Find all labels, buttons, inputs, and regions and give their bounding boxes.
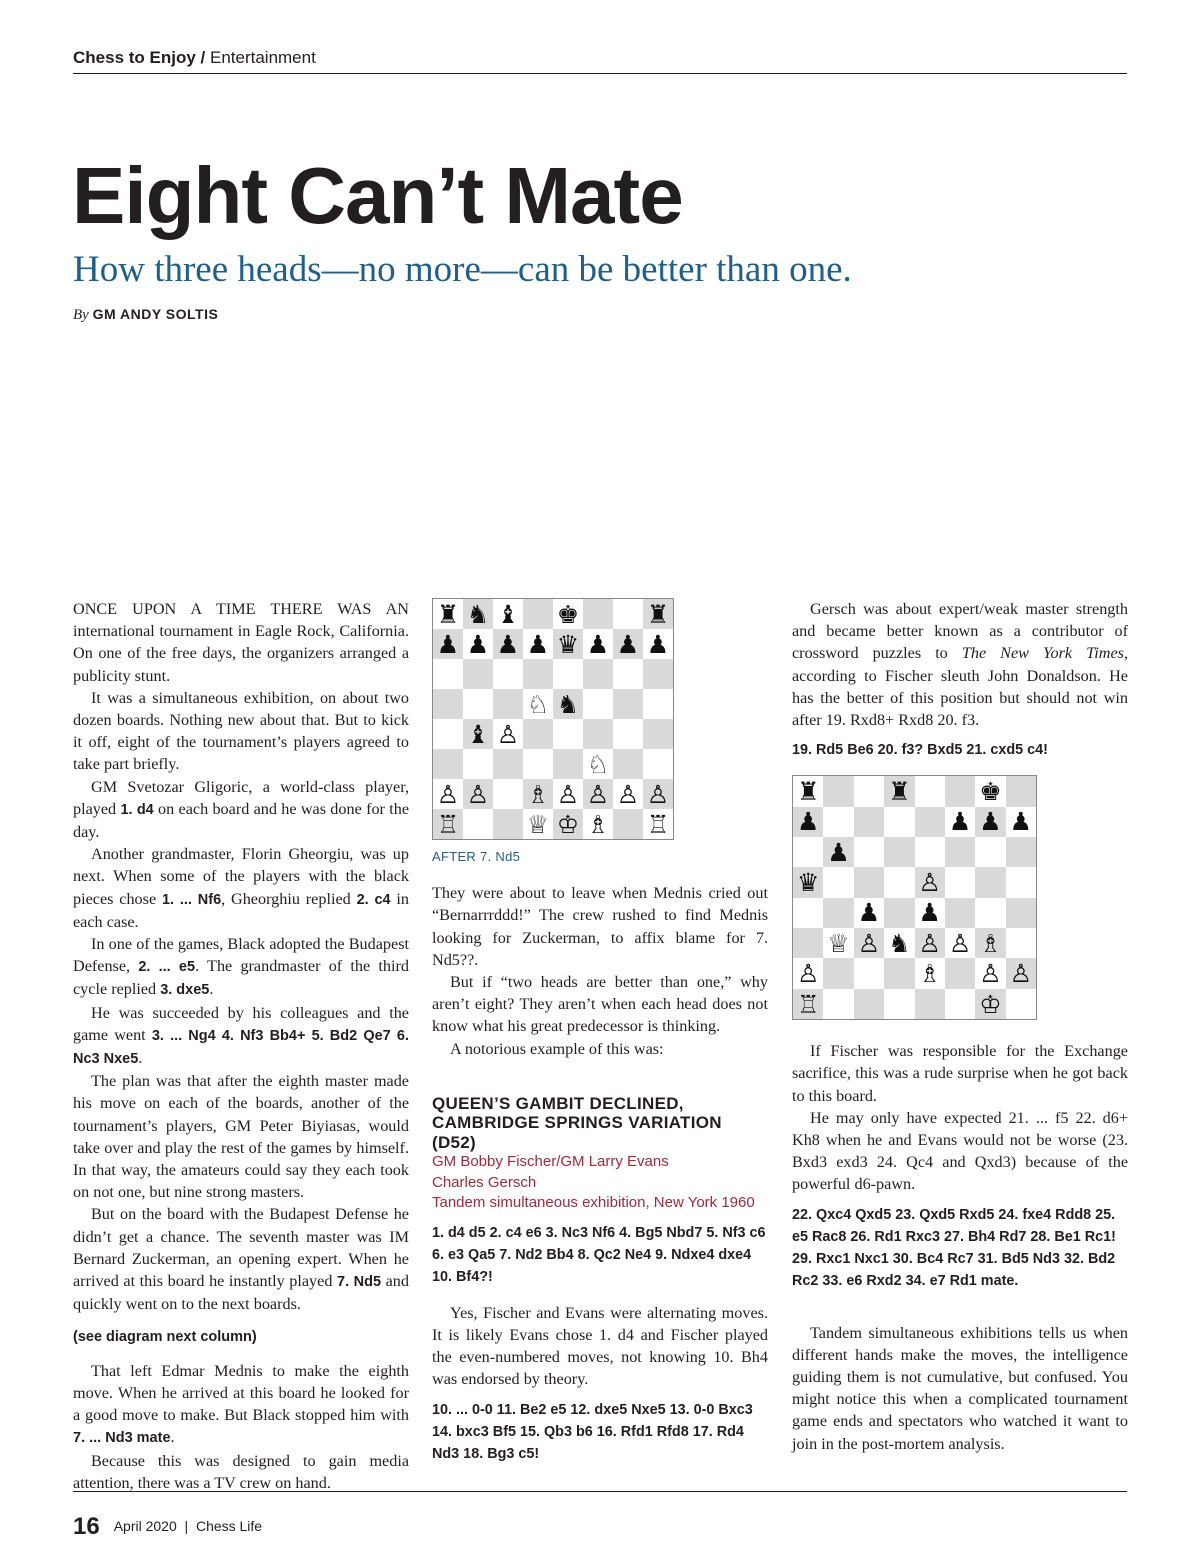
board-square	[793, 776, 823, 806]
move-text: 2. ... e5	[138, 959, 196, 976]
white-king-icon: ♔	[979, 989, 1002, 1019]
board-square	[463, 719, 493, 749]
white-pawn-icon: ♙	[979, 959, 1002, 989]
board-square	[945, 958, 975, 988]
paragraph: It was a simultaneous exhibition, on about two dozen boards. Nothing new about that. But to kick it off, eight of the tournament’s players agreed to take part briefly.	[73, 688, 409, 774]
board-square	[523, 689, 553, 719]
paragraph	[73, 843, 409, 933]
board-square	[583, 629, 613, 659]
move-text: 7. ... Nd3 mate	[73, 1430, 171, 1447]
board-square	[613, 659, 643, 689]
board-square	[975, 928, 1005, 958]
article-title: Eight Can’t Mate	[72, 151, 683, 240]
black-knight-icon: ♞	[888, 928, 911, 958]
move-text: 1. ... Nf6	[161, 891, 222, 908]
move-text: 7. Nd5	[337, 1274, 382, 1291]
byline-author: GM ANDY SOLTIS	[92, 306, 219, 322]
move-text: 2. c4	[356, 891, 391, 908]
white-pawn-icon: ♙	[857, 928, 881, 958]
board-square	[583, 749, 613, 779]
header-section: Chess to Enjoy	[73, 48, 196, 67]
black-pawn-icon: ♟	[466, 629, 490, 659]
board-square	[553, 689, 583, 719]
move-text: 1. d4	[120, 801, 154, 818]
footer-separator: |	[184, 1518, 189, 1534]
board-square	[433, 749, 463, 779]
board-square	[945, 928, 975, 958]
board-square	[793, 898, 823, 928]
white-bishop-icon: ♗	[586, 809, 610, 839]
board-square	[945, 898, 975, 928]
white-bishop-icon: ♗	[918, 959, 941, 989]
board-square	[553, 629, 583, 659]
board-square	[463, 749, 493, 779]
white-rook-icon: ♖	[646, 809, 670, 839]
white-pawn-icon: ♙	[556, 779, 580, 809]
board-square	[915, 807, 945, 837]
board-square	[915, 928, 945, 958]
page-footer	[73, 1513, 262, 1541]
board-square	[945, 867, 975, 897]
text: and quickly went on to the next boards.	[73, 1272, 409, 1314]
running-header	[73, 48, 1127, 74]
paragraph: Tandem simultaneous exhibitions tells us when different hands make the moves, the intelligence guiding them is not cumulative, but confused. You might notice this when a complicated tournament game ends and spectators who watched it want to join in the post-mortem analysis.	[792, 1323, 1128, 1453]
black-king-icon: ♚	[556, 599, 580, 629]
board-square	[945, 776, 975, 806]
see-diagram-note: (see diagram next column)	[73, 1328, 257, 1345]
text: in each case.	[73, 889, 410, 931]
black-pawn-icon: ♟	[918, 898, 941, 928]
white-pawn-icon: ♙	[918, 928, 941, 958]
black-queen-icon: ♛	[556, 629, 580, 659]
board-square	[975, 989, 1005, 1019]
publication-name: The New York Times	[961, 644, 1124, 663]
board-square	[823, 807, 853, 837]
white-queen-icon: ♕	[827, 928, 850, 958]
header-separator: /	[195, 48, 210, 67]
paragraph: But if “two heads are better than one,” why aren’t eight? They aren’t when each head does not know what his great predecessor is thinking.	[432, 973, 768, 1036]
board-square	[915, 776, 945, 806]
board-square	[433, 599, 463, 629]
column-2	[432, 598, 768, 1479]
board-square	[823, 837, 853, 867]
board-square	[884, 776, 914, 806]
board-square	[583, 719, 613, 749]
black-pawn-icon: ♟	[436, 629, 460, 659]
black-knight-icon: ♞	[556, 689, 580, 719]
board-square	[643, 719, 673, 749]
white-bishop-icon: ♗	[979, 928, 1002, 958]
black-knight-icon: ♞	[466, 599, 490, 629]
black-pawn-icon: ♟	[616, 629, 640, 659]
board-square	[884, 958, 914, 988]
text: He was succeeded by his colleagues and the game went	[73, 1003, 409, 1044]
board-square	[854, 837, 884, 867]
board-square	[553, 809, 583, 839]
black-rook-icon: ♜	[646, 599, 670, 629]
board-square	[463, 689, 493, 719]
white-queen-icon: ♕	[526, 809, 550, 839]
black-rook-icon: ♜	[796, 776, 820, 806]
board-square	[1006, 958, 1036, 988]
board-square	[945, 807, 975, 837]
board-square	[433, 719, 463, 749]
game-black: Charles Gersch	[432, 1173, 537, 1191]
board-square	[523, 719, 553, 749]
board-square	[583, 659, 613, 689]
footer-issue: April 2020	[113, 1518, 177, 1534]
board-square	[884, 837, 914, 867]
paragraph	[73, 933, 409, 1002]
move-text: 3. dxe5	[160, 982, 210, 999]
paragraph: A notorious example of this was:	[450, 1039, 664, 1058]
text: That left Edmar Mednis to make the eighth move. When he arrived at this board he looked for a good move to make. But Black stopped him with	[73, 1361, 409, 1425]
board-square	[823, 898, 853, 928]
board-square	[1006, 989, 1036, 1019]
paragraph: They were about to leave when Mednis cried out “Bernarrrddd!” The crew rushed to find Mednis looking for Zuckerman, to affix blame for 7. Nd5??.	[432, 884, 768, 969]
header-subsection: Entertainment	[209, 48, 316, 67]
board-square	[523, 599, 553, 629]
byline-by: By	[73, 307, 89, 323]
board-square	[613, 719, 643, 749]
board-square	[793, 807, 823, 837]
white-rook-icon: ♖	[436, 809, 460, 839]
text: Gersch was about expert/weak master strength and became better known as a contributor of crossword puzzles to	[792, 600, 1128, 663]
board-square	[643, 659, 673, 689]
board-square	[583, 599, 613, 629]
board-square	[643, 809, 673, 839]
board-square	[523, 809, 553, 839]
paragraph	[73, 1203, 409, 1315]
board-square	[523, 659, 553, 689]
white-bishop-icon: ♗	[526, 779, 550, 809]
text: But on the board with the Budapest Defense he didn’t get a chance. The seventh master was IM Bernard Zuckerman, an opening expert. When he arrived at this board he instantly played	[73, 1205, 409, 1291]
text: .	[209, 980, 214, 999]
board-square	[1006, 807, 1036, 837]
board-square	[643, 689, 673, 719]
board-square	[793, 867, 823, 897]
white-rook-icon: ♖	[796, 989, 820, 1019]
white-pawn-icon: ♙	[586, 779, 610, 809]
board-square	[553, 749, 583, 779]
paragraph: The plan was that after the eighth master made his move on each of the boards, another of the tournament’s players, GM Peter Biyiasas, would take over and play the rest of the games by himself. In that way, the amateurs could say they each took on not one, but nine strong masters.	[73, 1072, 409, 1202]
board-square	[975, 837, 1005, 867]
black-pawn-icon: ♟	[796, 807, 820, 837]
board-square	[1006, 837, 1036, 867]
black-pawn-icon: ♟	[857, 898, 881, 928]
board-square	[463, 779, 493, 809]
board-square	[975, 958, 1005, 988]
white-pawn-icon: ♙	[948, 928, 972, 958]
board-square	[613, 749, 643, 779]
game-heading: QUEEN’S GAMBIT DECLINED, CAMBRIDGE SPRINGS VARIATION (D52)	[432, 1093, 722, 1152]
paragraph: Yes, Fischer and Evans were alternating moves. It is likely Evans chose 1. d4 and Fischer played the even-numbered moves, not knowing 10. Bh4 was endorsed by theory.	[432, 1303, 768, 1389]
white-knight-icon: ♘	[586, 749, 610, 779]
white-pawn-icon: ♙	[796, 959, 820, 989]
white-pawn-icon: ♙	[436, 779, 460, 809]
text: , Gheorghiu replied	[221, 889, 357, 908]
page-number: 16	[73, 1513, 100, 1540]
board-square	[433, 659, 463, 689]
black-queen-icon: ♛	[796, 868, 820, 898]
white-pawn-icon: ♙	[1009, 959, 1033, 989]
board-square	[945, 989, 975, 1019]
black-pawn-icon: ♟	[586, 629, 610, 659]
paragraph	[73, 1360, 409, 1450]
black-pawn-icon: ♟	[526, 629, 550, 659]
board-square	[583, 689, 613, 719]
board-square	[854, 928, 884, 958]
board-square	[583, 779, 613, 809]
board-square	[523, 629, 553, 659]
board-square	[553, 779, 583, 809]
column-1	[73, 598, 409, 1494]
board-square	[793, 928, 823, 958]
footer-magazine: Chess Life	[195, 1518, 263, 1534]
black-pawn-icon: ♟	[979, 807, 1002, 837]
white-pawn-icon: ♙	[616, 779, 640, 809]
board-square	[823, 928, 853, 958]
board-square	[493, 659, 523, 689]
game-moves: 1. d4 d5 2. c4 e6 3. Nc3 Nf6 4. Bg5 Nbd7 5. Nf3 c6 6. e3 Qa5 7. Nd2 Bb4 8. Qc2 Ne4 9. Ndxe4 dxe4 10. Bf4?!	[432, 1224, 766, 1285]
game-moves: 19. Rd5 Be6 20. f3? Bxd5 21. cxd5 c4!	[792, 742, 1048, 759]
board-square	[493, 779, 523, 809]
white-pawn-icon: ♙	[918, 868, 941, 898]
board-square	[1006, 898, 1036, 928]
text: .	[170, 1428, 175, 1447]
board-square	[613, 629, 643, 659]
board-square	[1006, 867, 1036, 897]
board-square	[915, 958, 945, 988]
white-king-icon: ♔	[556, 809, 580, 839]
black-king-icon: ♚	[979, 776, 1002, 806]
board-square	[463, 629, 493, 659]
board-square	[1006, 928, 1036, 958]
text: In one of the games, Black adopted the Budapest Defense,	[73, 935, 409, 976]
column-3	[792, 598, 1128, 1455]
board-square	[523, 749, 553, 779]
board-square	[583, 809, 613, 839]
board-square	[613, 599, 643, 629]
white-pawn-icon: ♙	[466, 779, 490, 809]
text: on each board and he was done for the day.	[73, 799, 410, 842]
board-square	[823, 867, 853, 897]
board-square	[643, 749, 673, 779]
diagram-caption: AFTER 7. Nd5	[432, 849, 521, 864]
board-square	[884, 867, 914, 897]
board-square	[915, 898, 945, 928]
text: .	[138, 1049, 143, 1068]
board-square	[884, 989, 914, 1019]
board-square	[1006, 776, 1036, 806]
board-square	[463, 659, 493, 689]
board-square	[553, 659, 583, 689]
article-subtitle: How three heads—no more—can be better than one.	[73, 249, 852, 290]
board-square	[884, 807, 914, 837]
board-square	[884, 928, 914, 958]
board-square	[854, 989, 884, 1019]
text: , according to Fischer sleuth John Donaldson. He has the better of this position but should not win after 19. Rxd8+ Rxd8 20. f3.	[792, 644, 1128, 730]
board-square	[975, 867, 1005, 897]
paragraph: If Fischer was responsible for the Exchange sacrifice, this was a rude surprise when he got back to this board.	[792, 1042, 1128, 1105]
board-square	[643, 779, 673, 809]
board-square	[975, 898, 1005, 928]
board-square	[493, 749, 523, 779]
board-square	[433, 629, 463, 659]
board-square	[823, 776, 853, 806]
black-pawn-icon: ♟	[1009, 807, 1033, 837]
board-square	[643, 599, 673, 629]
byline	[73, 306, 218, 324]
paragraph: He may only have expected 21. ... f5 22. d6+ Kh8 when he and Evans would not be worse (23. Bxd3 exd3 24. Qc4 and Qxd3) because of the powerful d6-pawn.	[792, 1108, 1128, 1194]
black-pawn-icon: ♟	[827, 837, 850, 867]
text: Another grandmaster, Florin Gheorgiu, was up next. When some of the players with the black pieces chose	[73, 845, 409, 908]
board-square	[884, 898, 914, 928]
paragraph	[792, 598, 1128, 731]
board-square	[613, 689, 643, 719]
board-square	[463, 599, 493, 629]
board-square	[553, 719, 583, 749]
chess-diagram-2	[792, 775, 1037, 1020]
board-square	[823, 958, 853, 988]
paragraph	[73, 776, 409, 844]
board-square	[854, 867, 884, 897]
paragraph: Because this was designed to gain media attention, there was a TV crew on hand.	[73, 1451, 409, 1492]
board-square	[793, 958, 823, 988]
white-pawn-icon: ♙	[496, 719, 520, 749]
white-pawn-icon: ♙	[646, 779, 670, 809]
board-square	[553, 599, 583, 629]
black-rook-icon: ♜	[888, 776, 911, 806]
board-square	[493, 689, 523, 719]
footer-rule	[73, 1491, 1127, 1492]
board-square	[433, 689, 463, 719]
board-square	[793, 837, 823, 867]
board-square	[793, 989, 823, 1019]
board-square	[613, 779, 643, 809]
board-square	[493, 809, 523, 839]
board-square	[613, 809, 643, 839]
board-square	[975, 776, 1005, 806]
black-pawn-icon: ♟	[496, 629, 520, 659]
board-square	[493, 629, 523, 659]
board-square	[643, 629, 673, 659]
board-square	[854, 958, 884, 988]
chess-diagram-1	[432, 598, 674, 840]
game-white: GM Bobby Fischer/GM Larry Evans	[432, 1153, 669, 1171]
text: GM Svetozar Gligoric, a world-class player, played	[73, 777, 409, 818]
white-knight-icon: ♘	[526, 689, 550, 719]
game-moves: 10. ... 0-0 11. Be2 e5 12. dxe5 Nxe5 13. 0-0 Bxc3 14. bxc3 Bf5 15. Qb3 b6 16. Rfd1 Rfd8 17. Rd4 Nd3 18. Bg3 c5!	[432, 1401, 753, 1462]
board-square	[915, 989, 945, 1019]
black-pawn-icon: ♟	[646, 629, 670, 659]
board-square	[915, 837, 945, 867]
board-square	[823, 989, 853, 1019]
black-rook-icon: ♜	[436, 599, 460, 629]
board-square	[945, 837, 975, 867]
board-square	[915, 867, 945, 897]
board-square	[493, 599, 523, 629]
black-bishop-icon: ♝	[466, 719, 490, 749]
black-bishop-icon: ♝	[496, 599, 520, 629]
board-square	[433, 779, 463, 809]
game-event: Tandem simultaneous exhibition, New York 1960	[432, 1194, 755, 1212]
board-square	[433, 809, 463, 839]
paragraph: ONCE UPON A TIME THERE WAS AN international tournament in Eagle Rock, California. On one of the free days, the organizers arranged a publicity stunt.	[73, 600, 409, 685]
board-square	[854, 776, 884, 806]
text: . The grandmaster of the third cycle replied	[73, 957, 409, 999]
paragraph	[73, 1002, 409, 1071]
board-square	[463, 809, 493, 839]
board-square	[854, 807, 884, 837]
board-square	[975, 807, 1005, 837]
game-moves: 22. Qxc4 Qxd5 23. Qxd5 Rxd5 24. fxe4 Rdd8 25. e5 Rac8 26. Rd1 Rxc3 27. Bh4 Rd7 28. Be1 Rc1! 29. Rxc1 Nxc1 30. Bc4 Rc7 31. Bd5 Nd3 32. Bd2 Rc2 33. e6 Rxd2 34. e7 Rd1 mate.	[792, 1206, 1116, 1289]
black-pawn-icon: ♟	[948, 807, 972, 837]
move-text: 3. ... Ng4 4. Nf3 Bb4+ 5. Bd2 Qe7 6. Nc3 Nxe5	[73, 1027, 409, 1068]
board-square	[854, 898, 884, 928]
board-square	[493, 719, 523, 749]
board-square	[523, 779, 553, 809]
